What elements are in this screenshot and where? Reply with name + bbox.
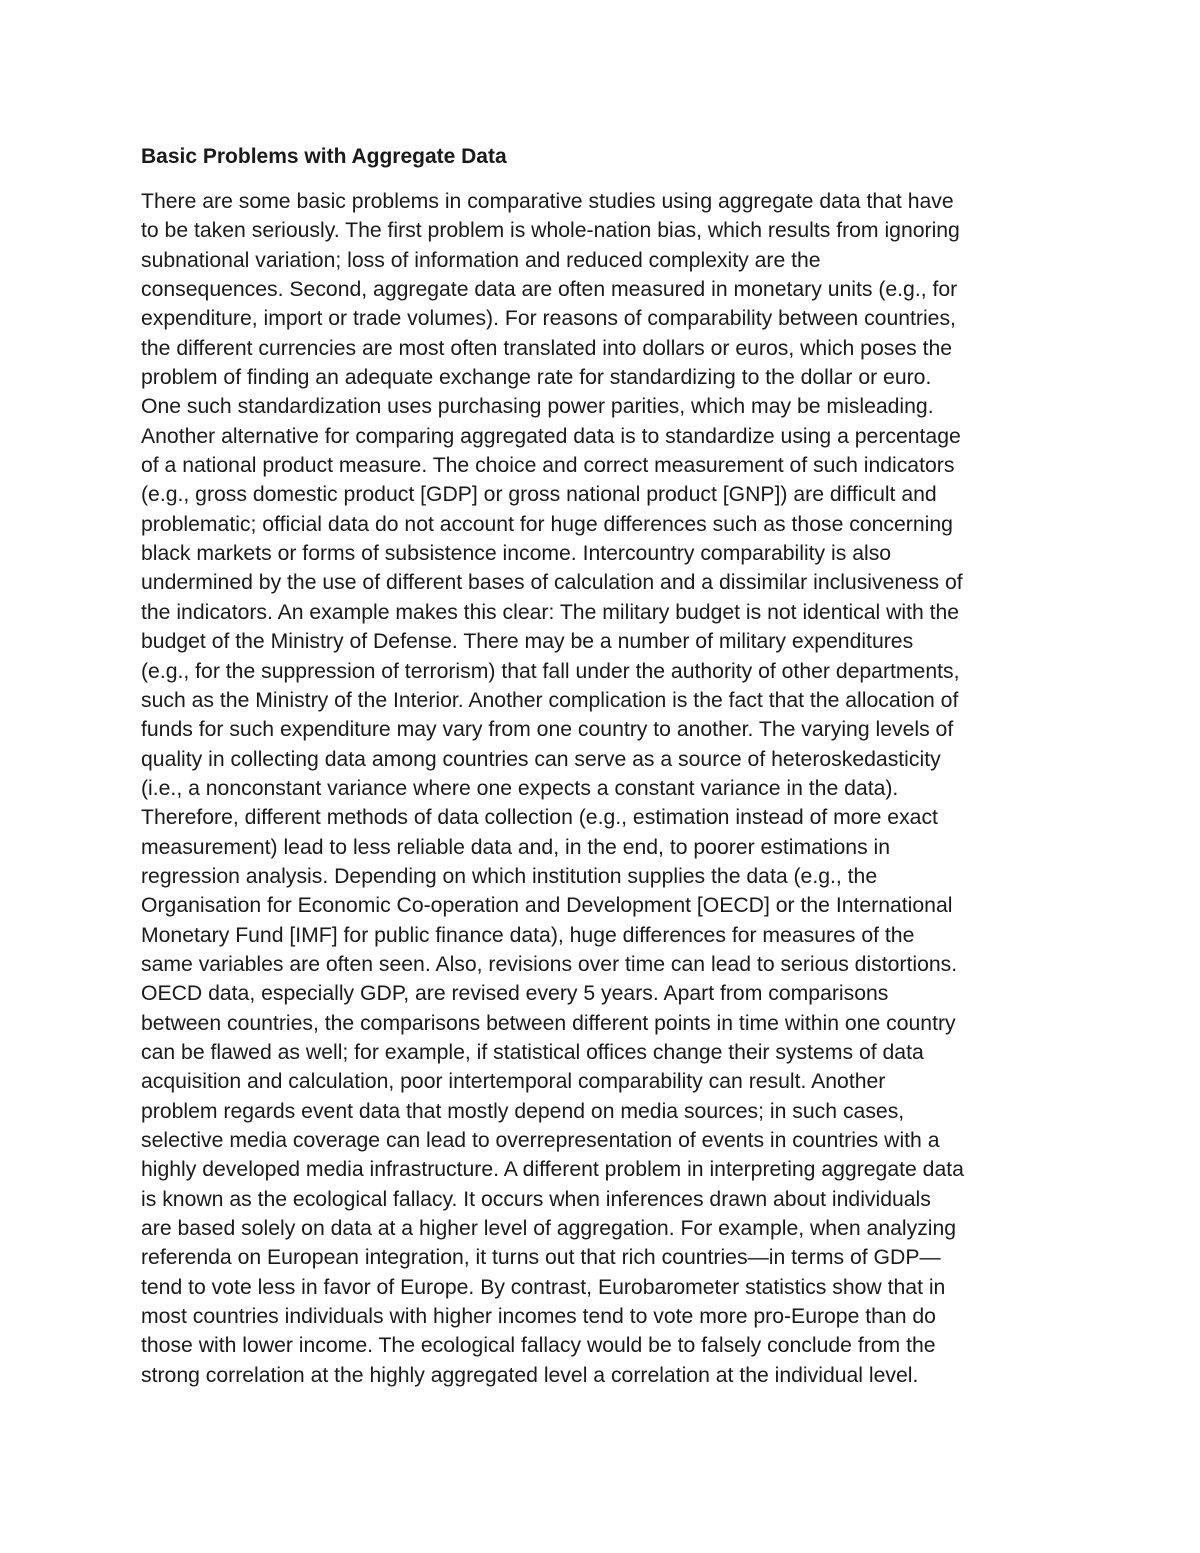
body-paragraph (141, 187, 1071, 1390)
paragraph-line: (e.g., for the suppression of terrorism) that fall under the authority of other departments, (141, 659, 960, 683)
paragraph-line: One such standardization uses purchasing power parities, which may be misleading. (141, 395, 934, 419)
paragraph-line: same variables are often seen. Also, revisions over time can lead to serious distortions. (141, 952, 958, 976)
paragraph-line: can be flawed as well; for example, if statistical offices change their systems of data (141, 1040, 924, 1064)
paragraph-line: budget of the Ministry of Defense. There may be a number of military expenditures (141, 630, 914, 654)
paragraph-line: problem of finding an adequate exchange rate for standardizing to the dollar or euro. (141, 366, 932, 390)
paragraph-line: undermined by the use of different bases of calculation and a dissimilar inclusiveness of (141, 571, 963, 595)
paragraph-line: the different currencies are most often translated into dollars or euros, which poses the (141, 336, 953, 360)
paragraph-line: the indicators. An example makes this clear: The military budget is not identical with the (141, 600, 960, 624)
paragraph-line: tend to vote less in favor of Europe. By contrast, Eurobarometer statistics show that in (141, 1275, 946, 1299)
paragraph-line: to be taken seriously. The first problem is whole-nation bias, which results from ignoring (141, 219, 960, 243)
paragraph-line: is known as the ecological fallacy. It occurs when inferences drawn about individuals (141, 1187, 931, 1211)
paragraph-line: black markets or forms of subsistence income. Intercountry comparability is also (141, 542, 892, 566)
paragraph-line: problem regards event data that mostly depend on media sources; in such cases, (141, 1099, 905, 1123)
paragraph-line: those with lower income. The ecological fallacy would be to falsely conclude from the (141, 1334, 936, 1358)
paragraph-line: consequences. Second, aggregate data are often measured in monetary units (e.g., for (141, 278, 958, 302)
paragraph-line: funds for such expenditure may vary from one country to another. The varying levels of (141, 718, 954, 742)
paragraph-line: measurement) lead to less reliable data and, in the end, to poorer estimations in (141, 835, 891, 859)
paragraph-line: (i.e., a nonconstant variance where one expects a constant variance in the data). (141, 776, 899, 800)
paragraph-line: are based solely on data at a higher level of aggregation. For example, when analyzing (141, 1217, 957, 1241)
paragraph-line: Therefore, different methods of data collection (e.g., estimation instead of more exact (141, 806, 938, 830)
paragraph-line: Monetary Fund [IMF] for public finance data), huge differences for measures of the (141, 923, 915, 947)
paragraph-line: most countries individuals with higher incomes tend to vote more pro-Europe than do (141, 1305, 936, 1329)
paragraph-line: regression analysis. Depending on which institution supplies the data (e.g., the (141, 864, 878, 888)
paragraph-line: There are some basic problems in comparative studies using aggregate data that have (141, 190, 954, 213)
page-title: Basic Problems with Aggregate Data (141, 145, 507, 168)
paragraph-line: acquisition and calculation, poor intertemporal comparability can result. Another (141, 1070, 886, 1094)
paragraph-line: of a national product measure. The choice and correct measurement of such indicators (141, 454, 955, 478)
paragraph-line: referenda on European integration, it turns out that rich countries—in terms of GDP— (141, 1246, 941, 1270)
paragraph-line: Organisation for Economic Co-operation and Development [OECD] or the International (141, 894, 953, 918)
paragraph-line: problematic; official data do not account for huge differences such as those concerning (141, 512, 953, 536)
paragraph-line: OECD data, especially GDP, are revised every 5 years. Apart from comparisons (141, 982, 889, 1006)
paragraph-line: such as the Ministry of the Interior. Another complication is the fact that the allocation of (141, 688, 959, 712)
paragraph-line: expenditure, import or trade volumes). For reasons of comparability between countries, (141, 307, 956, 331)
paragraph-line: Another alternative for comparing aggregated data is to standardize using a percentage (141, 424, 961, 448)
paragraph-line: (e.g., gross domestic product [GDP] or gross national product [GNP]) are difficult and (141, 483, 937, 507)
paragraph-line: selective media coverage can lead to overrepresentation of events in countries with a (141, 1129, 940, 1152)
paragraph-line: highly developed media infrastructure. A different problem in interpreting aggregate data (141, 1158, 964, 1182)
paragraph-line: subnational variation; loss of information and reduced complexity are the (141, 248, 821, 272)
paragraph-line: quality in collecting data among countries can serve as a source of heteroskedasticity (141, 747, 941, 771)
paragraph-line: between countries, the comparisons between different points in time within one country (141, 1011, 956, 1035)
paragraph-line: strong correlation at the highly aggregated level a correlation at the individual level. (141, 1363, 919, 1387)
